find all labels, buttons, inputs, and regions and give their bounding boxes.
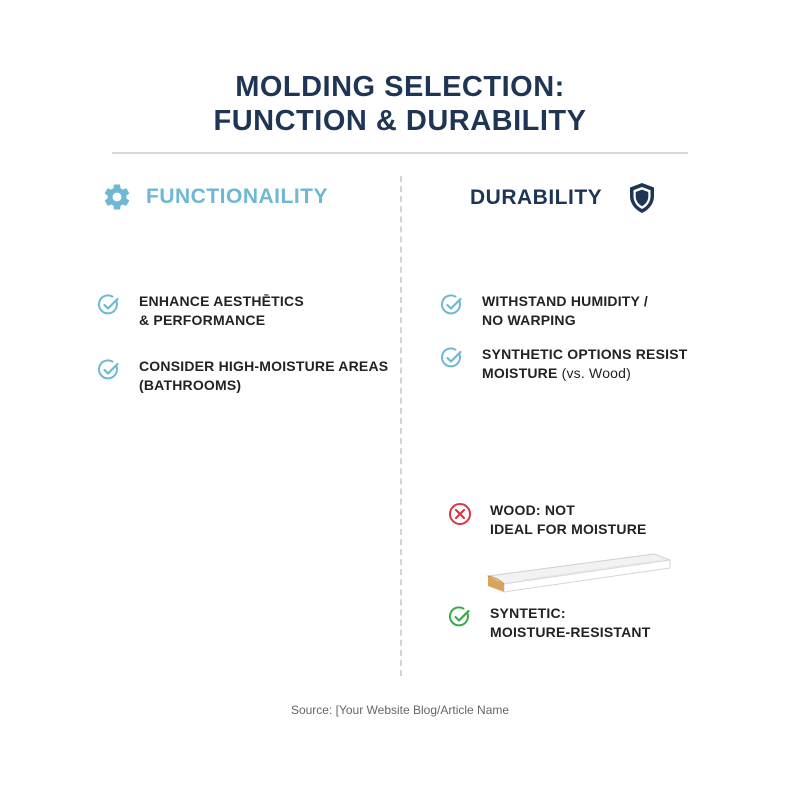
check-circle-icon (97, 358, 121, 382)
list-item (440, 292, 648, 330)
item-line-2: IDEAL FOR MOISTURE (490, 521, 647, 537)
functionality-heading-text: FUNCTIONAILITY (146, 185, 328, 208)
title-divider (112, 152, 688, 154)
durability-heading-text: DURABILITY (470, 186, 603, 209)
source-caption: Source: [Your Website Blog/Article Name (290, 703, 510, 717)
item-line-2: MOISTURE-RESISTANT (490, 624, 651, 640)
durability-heading (470, 182, 656, 214)
functionality-heading (102, 182, 328, 212)
item-line-1: SYNTHETIC OPTIONS RESIST (482, 346, 688, 362)
wood-comparison-item (448, 501, 647, 539)
check-circle-icon (97, 293, 121, 317)
column-divider (400, 176, 402, 676)
title-line-1: MOLDING SELECTION: (235, 71, 565, 103)
list-item (97, 357, 388, 395)
list-item (440, 345, 688, 383)
item-line-2: (BATHROOMS) (139, 377, 242, 393)
item-line-2-bold: MOISTURE (482, 365, 558, 381)
item-line-2: & PERFORMANCE (139, 312, 266, 328)
molding-illustration (484, 540, 674, 600)
page-title (0, 70, 800, 138)
synthetic-comparison-item (448, 604, 650, 642)
item-line-2: NO WARPING (482, 312, 576, 328)
check-circle-icon (440, 346, 464, 370)
list-item (97, 292, 304, 330)
item-line-2 (482, 364, 688, 383)
item-line-1: SYNTETIC: (490, 605, 566, 621)
item-line-1: WITHSTAND HUMIDITY / (482, 293, 649, 309)
gear-icon (102, 182, 132, 212)
item-line-1: WOOD: NOT (490, 502, 576, 518)
item-line-2-light: (vs. Wood) (557, 365, 632, 381)
item-line-1: CONSIDER HIGH-MOISTURE AREAS (139, 358, 389, 374)
check-circle-icon (440, 293, 464, 317)
check-circle-green-icon (448, 605, 472, 629)
x-circle-icon (448, 502, 472, 526)
item-line-1: ENHANCE AESTHĒTICS (139, 293, 304, 309)
title-line-2: FUNCTION & DURABILITY (213, 105, 587, 137)
shield-icon (628, 182, 656, 214)
